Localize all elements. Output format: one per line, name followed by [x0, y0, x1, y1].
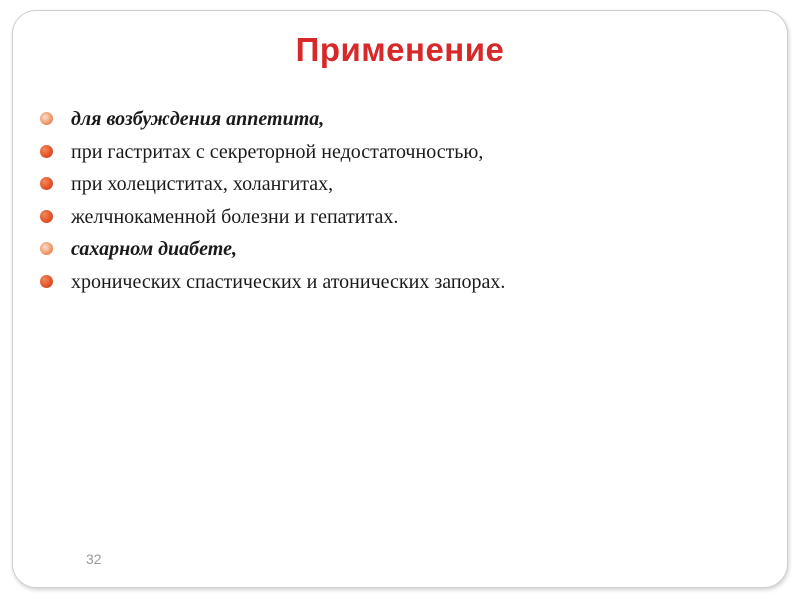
list-item-text: сахарном диабете, [71, 238, 237, 260]
page-number: 32 [86, 551, 102, 567]
slide-title: Применение [295, 31, 505, 68]
list-item-text: для возбуждения аппетита, [71, 108, 325, 130]
slide-frame [12, 10, 788, 588]
list-item-text: при холециститах, холангитах, [71, 173, 334, 195]
list-item-text: при гастритах с секреторной недостаточностью, [71, 140, 484, 163]
list-item-text: хронических спастических и атонических запорах. [71, 270, 506, 293]
bullet-icon [40, 177, 53, 190]
bullet-icon [40, 242, 53, 255]
list-item-text: желчнокаменной болезни и гепатитах. [71, 205, 399, 228]
bullet-icon [40, 210, 53, 223]
bullet-icon [40, 145, 53, 158]
bullet-icon [40, 275, 53, 288]
bullet-icon [40, 112, 53, 125]
